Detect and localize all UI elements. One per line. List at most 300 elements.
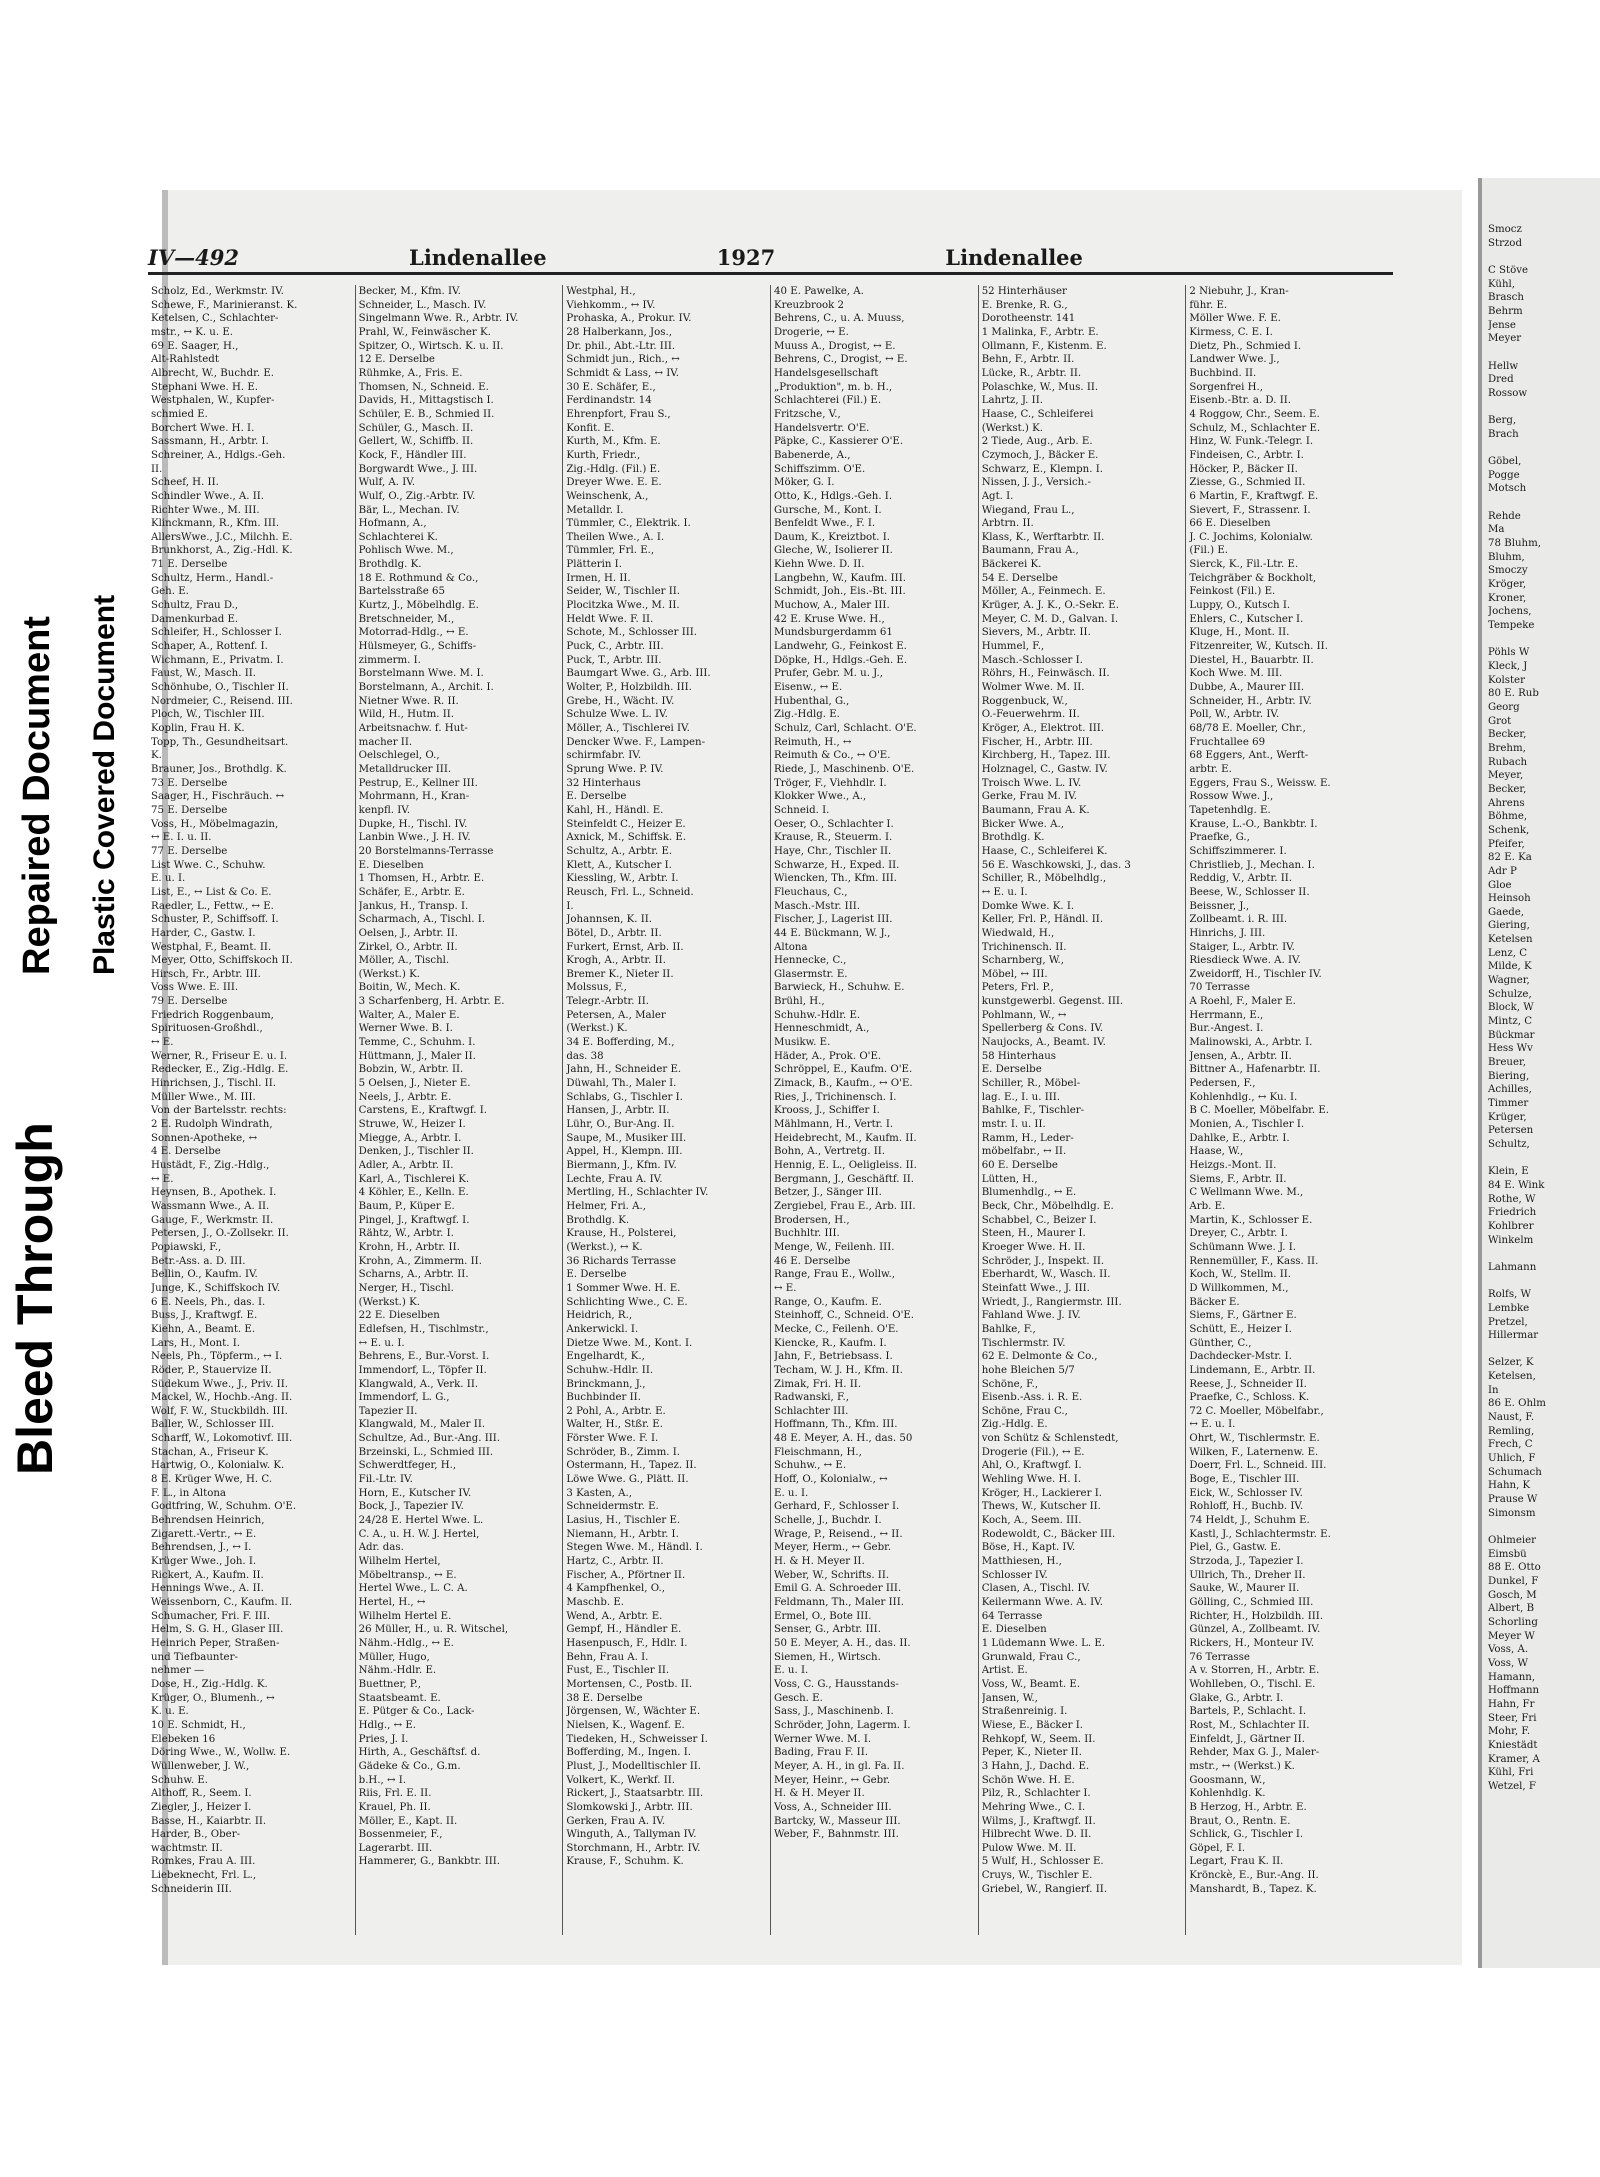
directory-entry: Basse, H., Kaiarbtr. II.	[151, 1815, 267, 1827]
year-title: 1927	[716, 245, 776, 270]
next-page-entry: Pöhls W	[1488, 647, 1530, 659]
directory-entry: Fritzsche, V.,	[774, 408, 841, 420]
next-page-entry: Pogge	[1488, 469, 1520, 481]
directory-entry: Puck, T., Arbtr. III.	[566, 654, 662, 666]
directory-entry: Schabbel, C., Beizer I.	[981, 1214, 1097, 1226]
directory-entry: Oelschlegel, O.,	[358, 750, 440, 762]
directory-entry: 76 Terrasse	[1189, 1651, 1250, 1663]
directory-entry: Krauel, Ph. II.	[358, 1801, 431, 1813]
directory-entry: Wüllenweber, J. W.,	[151, 1760, 250, 1772]
directory-entry: Westphal, H.,	[566, 286, 636, 297]
next-page-entry: Bluhm,	[1488, 551, 1525, 563]
directory-entry: Bäcker E.	[1189, 1296, 1240, 1308]
directory-entry: Plust, J., Modelltischler II.	[566, 1760, 701, 1772]
next-page-entry: Kohlbrer	[1488, 1220, 1534, 1232]
directory-entry: Drogerie (Fil.), ↔ E.	[981, 1446, 1085, 1458]
directory-entry: B Herzog, H., Arbtr. E.	[1189, 1801, 1307, 1813]
directory-entry: 42 E. Kruse Wwe. H.,	[774, 613, 885, 625]
directory-entry: Struwe, W., Heizer I.	[358, 1119, 466, 1131]
next-page-entry: Lahmann	[1488, 1261, 1537, 1273]
directory-entry: Tümmler, Frl. E.,	[566, 545, 655, 557]
directory-entry: Bergmann, J., Geschäftf. II.	[774, 1173, 915, 1185]
directory-entry: von Schütz & Schlenstedt,	[981, 1433, 1119, 1445]
directory-entry: Rähtz, W., Arbtr. I.	[358, 1228, 454, 1240]
directory-entry: Schüler, G., Masch. II.	[358, 422, 474, 434]
directory-entry: Ploch, W., Tischler III.	[151, 709, 265, 721]
directory-entry: Schlosser IV.	[981, 1569, 1048, 1581]
directory-entry: Borstelmann Wwe. M. I.	[358, 668, 484, 680]
directory-entry: Dose, H., Zig.-Hdlg. K.	[151, 1678, 268, 1690]
directory-entry: lag. E., I. u. III.	[981, 1091, 1061, 1103]
directory-entry: 52 Hinterhäuser	[981, 286, 1067, 297]
directory-entry: Günzel, A., Zollbeamt. IV.	[1189, 1624, 1321, 1636]
directory-entry: Schulze Wwe. L. IV.	[566, 709, 668, 721]
directory-entry: Muuss A., Drogist, ↔ E.	[774, 340, 896, 352]
directory-entry: Schwarz, E., Klempn. I.	[981, 463, 1103, 475]
directory-entry: Schumacher, Fri. F. III.	[151, 1610, 271, 1622]
next-page-entry: Gaede,	[1488, 906, 1525, 918]
directory-entry: Baum, P., Küper E.	[358, 1200, 455, 1212]
next-page-entry: Naust, F.	[1488, 1412, 1535, 1424]
directory-entry: Südekum Wwe., J., Priv. II.	[151, 1378, 288, 1390]
directory-entry: Krüger, O., Blumenh., ↔	[151, 1692, 275, 1704]
directory-entry: Arb. E.	[1189, 1200, 1226, 1212]
directory-entry: Petersen, A., Maler	[566, 1009, 666, 1021]
directory-entry: Voss Wwe. E. III.	[151, 982, 239, 994]
next-page-entry: Schulze,	[1488, 988, 1532, 1000]
directory-entry: ↔ E. u. I.	[981, 886, 1028, 898]
directory-entry: Jörgensen, W., Wächter E.	[566, 1706, 701, 1718]
directory-entry: Arbtrn. II.	[981, 518, 1034, 530]
directory-entry: Malinowski, A., Arbtr. I.	[1189, 1037, 1313, 1049]
directory-entry: Schindler Wwe., A. II.	[151, 490, 265, 502]
directory-entry: Bossenmeier, F.,	[358, 1829, 443, 1841]
directory-entry: Wiencken, Th., Kfm. III.	[774, 873, 898, 885]
directory-entry: Alt-Rahlstedt	[151, 354, 219, 366]
directory-entry: E. Brenke, R. G.,	[981, 299, 1068, 311]
directory-entry: 62 E. Delmonte & Co.,	[981, 1351, 1098, 1363]
next-page-entry: Ahrens	[1488, 797, 1525, 809]
directory-entry: E. Derselbe	[566, 1269, 627, 1281]
directory-entry: (Werkst.) K.	[358, 1296, 420, 1308]
directory-entry: Seider, W., Tischler II.	[566, 586, 681, 598]
directory-column	[1186, 285, 1393, 1935]
directory-entry: Polaschke, W., Mus. II.	[981, 381, 1099, 393]
directory-entry: Grebe, H., Wächt. IV.	[566, 695, 675, 707]
directory-entry: Immendorf, L., Töpfer II.	[358, 1364, 487, 1376]
directory-entry: Martin, K., Schlosser E.	[1189, 1214, 1313, 1226]
directory-entry: Klass, K., Werftarbtr. II.	[981, 531, 1105, 543]
directory-entry: Zollbeamt. i. R. III.	[1189, 914, 1288, 926]
directory-entry: 46 E. Derselbe	[774, 1255, 851, 1267]
directory-entry: Goosmann, W.,	[1189, 1774, 1266, 1786]
directory-entry: Stegen Wwe. M., Händl. I.	[566, 1542, 703, 1554]
directory-entry: Scheef, H. II.	[151, 477, 219, 489]
directory-entry: J. C. Jochims, Kolonialw.	[1189, 531, 1313, 543]
directory-entry: Rennemüller, F., Kass. II.	[1189, 1255, 1319, 1267]
directory-entry: Schreiner, A., Hdlgs.-Geh.	[151, 449, 286, 461]
directory-entry: Keller, Frl. P., Händl. II.	[981, 914, 1104, 926]
directory-entry: Jankus, H., Transp. I.	[358, 900, 469, 912]
directory-entry: Walter, A., Maler E.	[358, 1009, 460, 1021]
directory-entry: möbelfabr., ↔ II.	[981, 1146, 1067, 1158]
directory-entry: Von der Bartelsstr. rechts:	[151, 1105, 287, 1117]
directory-entry: Schneiderin III.	[151, 1883, 232, 1895]
directory-entry: 8 E. Krüger Wwe, H. C.	[151, 1474, 273, 1486]
directory-entry: Schewe, F., Marinieranst. K.	[151, 299, 298, 311]
directory-entry: D Willkommen, M.,	[1189, 1282, 1289, 1294]
directory-entry: Kastl, J., Schlachtermstr. E.	[1189, 1528, 1331, 1540]
directory-entry: Prufer, Gebr. M. u. J.,	[774, 668, 883, 680]
directory-entry: Braut, O., Rentn. E.	[1189, 1815, 1291, 1827]
directory-entry: Meyer, Herm., ↔ Gebr.	[774, 1542, 892, 1554]
directory-entry: Beissner, J.,	[1189, 900, 1250, 912]
directory-entry: Slomkowski J., Arbtr. III.	[566, 1801, 693, 1813]
directory-entry: Tiedeken, H., Schweisser I.	[566, 1733, 708, 1745]
directory-entry: Dubbe, A., Maurer III.	[1189, 682, 1305, 694]
next-page-entry: Schumach	[1488, 1466, 1542, 1478]
directory-entry: Tümmler, C., Elektrik. I.	[566, 518, 691, 530]
directory-entry: Eick, W., Schlosser IV.	[1189, 1487, 1303, 1499]
directory-entry: Agt. I.	[981, 490, 1014, 502]
directory-entry: Strzoda, J., Tapezier I.	[1189, 1556, 1304, 1568]
directory-entry: Popiawski, F.,	[151, 1241, 222, 1253]
next-page-entry: Winkelm	[1488, 1234, 1534, 1246]
directory-entry: Hülsmeyer, G., Schiffs-	[358, 641, 477, 653]
directory-entry: Möbeltransp., ↔ E.	[358, 1569, 457, 1581]
directory-entry: Wolmer Wwe. M. II.	[981, 682, 1085, 694]
next-page-entry: Wetzel, F	[1488, 1780, 1536, 1792]
directory-entry: Gesch. E.	[774, 1692, 823, 1704]
directory-entry: Schwerdtfeger, H.,	[358, 1460, 457, 1472]
next-page-entry: Berg,	[1488, 415, 1517, 427]
directory-entry: Heinrich Peper, Straßen-	[151, 1637, 280, 1649]
directory-entry: Geh. E.	[151, 586, 189, 598]
directory-entry: Straßenreinig. I.	[981, 1706, 1068, 1718]
directory-entry: Gempf, H., Händler E.	[566, 1624, 682, 1636]
directory-entry: Mohrmann, H., Kran-	[358, 791, 470, 803]
directory-entry: Baumgart Wwe. G., Arb. III.	[566, 668, 711, 680]
directory-entry: Domke Wwe. K. I.	[981, 900, 1075, 912]
directory-entry: Pries, J. I.	[358, 1733, 409, 1745]
directory-entry: 71 E. Derselbe	[151, 559, 228, 571]
directory-entry: Poll, W., Arbtr. IV.	[1189, 709, 1280, 721]
directory-entry: Schümann Wwe. J. I.	[1189, 1241, 1296, 1253]
directory-entry: Horn, E., Kutscher IV.	[358, 1487, 472, 1499]
directory-entry: Schultz, A., Arbtr. E.	[566, 845, 673, 857]
directory-entry: Neels, Ph., Töpferm., ↔ I.	[151, 1351, 283, 1363]
directory-entry: Metalldrucker III.	[358, 763, 452, 775]
directory-entry: Hilbrecht Wwe. D. II.	[981, 1829, 1092, 1841]
directory-entry: schirmfabr. IV.	[566, 750, 642, 762]
directory-entry: Brothdlg. K.	[981, 832, 1045, 844]
directory-entry: Muchow, A., Maler III.	[774, 600, 890, 612]
directory-entry: Lindemann, E., Arbtr. II.	[1189, 1364, 1316, 1376]
directory-entry: 22 E. Dieselben	[358, 1310, 440, 1322]
directory-entry: 36 Richards Terrasse	[566, 1255, 677, 1267]
directory-entry: Immendorf, L. G.,	[358, 1392, 450, 1404]
directory-entry: Schlabs, G., Tischler I.	[566, 1091, 683, 1103]
next-page-entry: Kröger,	[1488, 579, 1527, 591]
directory-entry: Prahl, W., Feinwäscher K.	[358, 326, 491, 338]
directory-entry: Hartwig, O., Kolonialw. K.	[151, 1460, 285, 1472]
directory-entry: Krüger, A. J. K., O.-Sekr. E.	[981, 600, 1119, 612]
next-page-entry: Friedrich	[1488, 1207, 1537, 1219]
directory-entry: C. A., u. H. W. J. Hertel,	[358, 1528, 480, 1540]
directory-entry: mstr. I. u. II.	[981, 1119, 1046, 1131]
directory-entry: Ketelsen, C., Schlachter-	[151, 313, 279, 325]
directory-entry: Dachdecker-Mstr. I.	[1189, 1351, 1292, 1363]
directory-entry: Wolf, F. W., Stuckbildh. III.	[151, 1405, 288, 1417]
directory-entry: Schuhw.-Hdlr. E.	[774, 1009, 861, 1021]
directory-entry: Ziesse, G., Schmied II.	[1189, 477, 1306, 489]
directory-entry: Wohlleben, O., Tischl. E.	[1189, 1678, 1316, 1690]
directory-entry: Lechte, Frau A. IV.	[566, 1173, 663, 1185]
directory-entry: Zweidorff, H., Tischler IV.	[1189, 968, 1322, 980]
directory-entry: Häder, A., Prok. O'E.	[774, 1050, 882, 1062]
directory-entry: Sassmann, H., Arbtr. I.	[151, 436, 269, 448]
directory-entry: Schulz, Carl, Schlacht. O'E.	[774, 723, 917, 734]
directory-entry: Brzeinski, L., Schmied III.	[358, 1446, 494, 1458]
directory-entry: Tapezier II.	[358, 1405, 418, 1417]
next-page-entry: 82 E. Ka	[1488, 852, 1532, 864]
directory-entry: Brunkhorst, A., Zig.-Hdl. K.	[151, 545, 293, 557]
directory-entry: Kiehn Wwe. D. II.	[774, 559, 865, 571]
directory-entry: 60 E. Derselbe	[981, 1160, 1058, 1171]
directory-entry: ↔ E. u. I.	[1189, 1419, 1236, 1431]
directory-entry: 3 Kasten, A.,	[566, 1487, 632, 1499]
directory-entry: Meyer, A. H., in gl. Fa. II.	[774, 1760, 905, 1772]
next-page-entry: Hillermar	[1488, 1330, 1539, 1342]
directory-entry: Schöne, F.,	[981, 1378, 1039, 1390]
directory-entry: Oeser, O., Schlachter I.	[774, 818, 894, 830]
directory-entry: Dreyer, C., Arbtr. I.	[1189, 1228, 1288, 1240]
directory-entry: C Wellmann Wwe. M.,	[1189, 1187, 1304, 1199]
directory-entry: 5 Oelsen, J., Nieter E.	[358, 1078, 471, 1090]
directory-entry: Ostermann, H., Tapez. II.	[566, 1460, 697, 1472]
directory-entry: Bahlke, F.,	[981, 1323, 1036, 1335]
next-page-entry: 78 Bluhm,	[1488, 538, 1541, 550]
directory-entry: Motorrad-Hdlg., ↔ E.	[358, 627, 469, 639]
directory-entry: Schneid. I.	[774, 804, 830, 816]
directory-entry: Pestrup, E., Kellner III.	[358, 777, 478, 789]
directory-entry: Zirkel, O., Arbtr. II.	[358, 941, 458, 953]
directory-columns	[148, 285, 1393, 1935]
directory-entry: Eisenb.-Ass. i. R. E.	[981, 1392, 1083, 1404]
next-page-entry: Becker,	[1488, 783, 1527, 795]
directory-entry: Günther, C.,	[1189, 1337, 1252, 1349]
directory-entry: Behrens, C., u. A. Muuss,	[774, 313, 905, 325]
next-page-entry: Rehde	[1488, 510, 1521, 522]
directory-entry: Sorgenfrei H.,	[1189, 381, 1263, 393]
directory-entry: Fischer, J., Lagerist III.	[774, 914, 893, 926]
directory-entry: Schwarze, H., Exped. II.	[774, 859, 900, 871]
directory-entry: Gerke, Frau M. IV.	[981, 791, 1077, 803]
directory-entry: Einfeldt, J., Gärtner II.	[1189, 1733, 1305, 1745]
directory-entry: Kiehn, A., Beamt. E.	[151, 1323, 256, 1335]
next-page-entry: Breuer,	[1488, 1057, 1526, 1069]
directory-entry: 4 Köhler, E., Kelln. E.	[358, 1187, 469, 1199]
directory-entry: Praefke, C., Schloss. K.	[1189, 1392, 1310, 1404]
directory-entry: Scharff, W., Lokomotivf. III.	[151, 1433, 293, 1445]
next-page-entry: Steer, Fri	[1488, 1712, 1537, 1724]
directory-entry: Richter Wwe., M. III.	[151, 504, 260, 516]
directory-entry: 24/28 E. Hertel Wwe. L.	[358, 1515, 484, 1527]
directory-entry: Grunwald, Frau C.,	[981, 1651, 1081, 1663]
directory-entry: Schuhw.-Hdlr. II.	[566, 1364, 654, 1376]
next-page-entry: Krüger,	[1488, 1111, 1527, 1123]
directory-entry: Puck, C., Arbtr. III.	[566, 641, 664, 653]
directory-entry: Bobzin, W., Arbtr. II.	[358, 1064, 464, 1076]
directory-entry: Daum, K., Kreiztbot. I.	[774, 531, 890, 543]
directory-entry: 1 Sommer Wwe. H. E.	[566, 1282, 681, 1294]
directory-entry: Sauke, W., Maurer II.	[1189, 1583, 1300, 1595]
directory-entry: Beese, W., Schlosser II.	[1189, 886, 1310, 898]
directory-entry: Sierck, K., Fil.-Ltr. E.	[1189, 559, 1299, 571]
directory-entry: Volkert, K., Werkf. II.	[566, 1774, 676, 1786]
directory-entry: Böse, H., Kapt. IV.	[981, 1542, 1076, 1554]
directory-entry: Petersen, J., O.-Zollsekr. II.	[151, 1228, 289, 1240]
directory-entry: 18 E. Rothmund & Co.,	[358, 572, 479, 584]
directory-entry: Kroeger Wwe. H. II.	[981, 1241, 1086, 1253]
directory-entry: Staatsbeamt. E.	[358, 1692, 441, 1704]
directory-column	[563, 285, 771, 1935]
directory-entry: Brothdlg. K.	[358, 559, 422, 571]
directory-entry: E. Pütger & Co., Lack-	[358, 1706, 475, 1718]
next-page-entry: 88 E. Otto	[1488, 1562, 1541, 1574]
directory-entry: Bötel, D., Arbtr. II.	[566, 927, 662, 939]
next-page-entry: Jochens,	[1488, 606, 1532, 618]
directory-entry: Hertel, H., ↔	[358, 1597, 426, 1608]
directory-entry: Schultze, Ad., Bur.-Ang. III.	[358, 1433, 501, 1445]
directory-entry: Blumenhdlg., ↔ E.	[981, 1187, 1077, 1199]
directory-entry: Kröger, H., Lackierer I.	[981, 1487, 1102, 1499]
directory-entry: Jensen, A., Arbtr. II.	[1189, 1050, 1292, 1062]
directory-entry: Dorotheenstr. 141	[981, 313, 1076, 325]
directory-entry: Werner Wwe. M. I.	[774, 1733, 872, 1745]
next-page-entry: Hahn, K	[1488, 1480, 1531, 1492]
directory-entry: Bretschneider, M.,	[358, 613, 455, 625]
directory-entry: Althoff, R., Seem. I.	[151, 1788, 252, 1800]
directory-entry: Temme, C., Schuhm. I.	[358, 1037, 476, 1049]
directory-entry: Bock, J., Tapezier IV.	[358, 1501, 464, 1513]
directory-entry: Wiedwald, H.,	[981, 927, 1055, 939]
directory-entry: Meyer, C. M. D., Galvan. I.	[981, 613, 1119, 625]
directory-entry: (Werkst.) K.	[358, 968, 420, 980]
directory-entry: Westphal, F., Beamt. II.	[151, 941, 272, 953]
next-page-entry: Klein, E	[1488, 1166, 1529, 1178]
directory-entry: Bohn, A., Vertretg. II.	[774, 1146, 885, 1158]
directory-entry: Kluge, H., Mont. II.	[1189, 627, 1290, 639]
directory-entry: Fruchtallee 69	[1189, 736, 1266, 748]
directory-entry: Elebeken 16	[151, 1733, 216, 1745]
directory-entry: Wild, H., Hutm. II.	[358, 709, 455, 721]
directory-entry: Eisenb.-Btr. a. D. II.	[1189, 395, 1291, 407]
directory-entry: Hoff, O., Kolonialw., ↔	[774, 1474, 888, 1486]
directory-entry: Naujocks, A., Beamt. IV.	[981, 1037, 1106, 1049]
scan-margin	[0, 0, 162, 2177]
directory-entry: Clasen, A., Tischl. IV.	[981, 1583, 1091, 1595]
directory-entry: 20 Borstelmanns-Terrasse	[358, 845, 494, 857]
directory-entry: Baumann, Frau A. K.	[981, 804, 1090, 816]
directory-entry: Möbel, ↔ III.	[981, 968, 1048, 980]
directory-entry: Kurth, Friedr.,	[566, 449, 641, 461]
repaired-document-label: Repaired Document	[16, 616, 58, 975]
directory-entry: Päpke, C., Kassierer O'E.	[774, 436, 904, 448]
directory-entry: Trichinensch. II.	[981, 941, 1067, 953]
directory-entry: Buss, J., Kraftwgf. E.	[151, 1310, 258, 1322]
directory-entry: Hirth, A., Geschäftsf. d.	[358, 1747, 481, 1759]
directory-entry: Hennecke, C.,	[774, 955, 847, 967]
directory-entry: Luppy, O., Kutsch I.	[1189, 600, 1291, 612]
directory-entry: Wiese, E., Bäcker I.	[981, 1719, 1083, 1731]
next-page-entry	[1488, 442, 1600, 456]
directory-entry: Spellerberg & Cons. IV.	[981, 1023, 1104, 1035]
directory-entry: Sass, J., Maschinenb. I.	[774, 1706, 894, 1718]
next-page-entry: Ketelsen	[1488, 934, 1533, 946]
directory-entry: Masch.-Schlosser I.	[981, 654, 1083, 666]
directory-entry: Dietze Wwe. M., Kont. I.	[566, 1337, 693, 1349]
directory-entry: Thews, W., Kutscher II.	[981, 1501, 1101, 1513]
directory-entry: Bellin, O., Kaufm. IV.	[151, 1269, 258, 1281]
directory-entry: Schäfer, E., Arbtr. E.	[358, 886, 465, 898]
directory-entry: Klett, A., Kutscher I.	[566, 859, 672, 871]
directory-entry: Krooss, J., Schiffer I.	[774, 1105, 880, 1117]
directory-entry: Senser, G., Arbtr. III.	[774, 1624, 881, 1636]
directory-entry: Klinckmann, R., Kfm. III.	[151, 518, 280, 530]
directory-entry: Ohrt, W., Tischlermstr. E.	[1189, 1433, 1320, 1445]
directory-entry: A v. Storren, H., Arbtr. E.	[1189, 1665, 1320, 1677]
directory-entry: Krause, L.-O., Bankbtr. I.	[1189, 818, 1318, 830]
next-page-entry: Albert, B	[1488, 1603, 1535, 1615]
directory-entry: Hinrichs, J. III.	[1189, 927, 1266, 939]
bleed-through-label: Bleed Through	[7, 1122, 63, 1475]
directory-entry: Masch.-Mstr. III.	[774, 900, 860, 912]
directory-entry: Zergiebel, Frau E., Arb. III.	[774, 1200, 916, 1212]
directory-entry: 26 Müller, H., u. R. Witschel,	[358, 1624, 509, 1636]
directory-entry: Saupe, M., Musiker III.	[566, 1132, 687, 1144]
directory-entry: Borgwardt Wwe., J. III.	[358, 463, 478, 475]
directory-entry: Scholz, Ed., Werkmstr. IV.	[151, 286, 284, 297]
directory-entry: Oelsen, J., Arbtr. II.	[358, 927, 458, 939]
directory-entry: Prohaska, A., Prokur. IV.	[566, 313, 692, 325]
next-page-entry: Meyer	[1488, 333, 1522, 345]
directory-entry: Pilz, R., Schlachter I.	[981, 1788, 1091, 1800]
directory-entry: Steinhoff, C., Schneid. O'E.	[774, 1310, 915, 1322]
directory-entry: Albrecht, W., Buchdr. E.	[151, 367, 275, 379]
directory-entry: K. u. E.	[151, 1706, 189, 1718]
directory-entry: H. & H. Meyer II.	[774, 1556, 865, 1568]
directory-entry: Wassmann Wwe., A. II.	[151, 1200, 270, 1212]
directory-entry: Hinz, W. Funk.-Telegr. I.	[1189, 436, 1314, 448]
directory-entry: Johannsen, K. II.	[566, 914, 652, 926]
directory-entry: Davids, H., Mittagstisch I.	[358, 395, 494, 407]
directory-entry: Wilhelm Hertel,	[358, 1556, 441, 1568]
directory-entry: 2 Pohl, A., Arbtr. E.	[566, 1405, 666, 1417]
directory-entry: Werner, R., Friseur E. u. I.	[151, 1050, 288, 1062]
next-page-entry: Voss, W	[1488, 1657, 1528, 1669]
directory-entry: Wehling Wwe. H. I.	[981, 1474, 1082, 1486]
directory-entry: 34 E. Bofferding, M.,	[566, 1037, 675, 1049]
directory-entry: Hüttmann, J., Maler II.	[358, 1050, 476, 1062]
directory-entry: Lütten, H.,	[981, 1173, 1038, 1185]
directory-entry: Tischlermstr. IV.	[981, 1337, 1066, 1349]
directory-entry: Dupke, H., Tischl. IV.	[358, 818, 468, 830]
directory-entry: Scharmach, A., Tischl. I.	[358, 914, 485, 926]
directory-entry: 12 E. Derselbe	[358, 354, 435, 366]
directory-entry: 1 Malinka, F., Arbtr. E.	[981, 326, 1099, 338]
next-page-entry: Mintz, C	[1488, 1016, 1532, 1028]
